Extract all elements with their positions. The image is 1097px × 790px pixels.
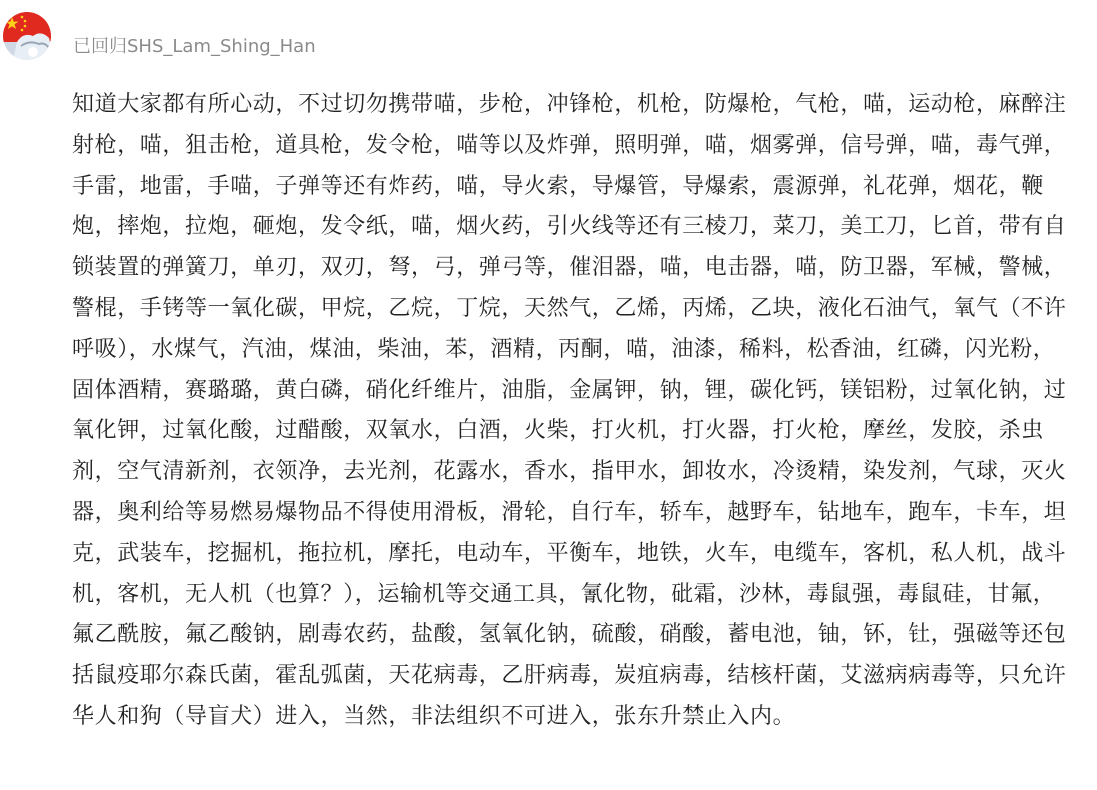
post-body-text: 知道大家都有所心动，不过切勿携带喵，步枪，冲锋枪，机枪，防爆枪，气枪，喵，运动枪，麻醉注射枪，喵，狙击枪，道具枪，发令枪，喵等以及炸弹，照明弹，喵，烟雾弹，信号弹，喵，毒气弹，手雷，地雷，手喵，子弹等还有炸药，喵，导火索，导爆管，导爆索，震源弹，礼花弹，烟花，鞭炮，摔炮，拉炮，砸炮，发令纸，喵，烟火药，引火线等还有三棱刀，菜刀，美工刀，匕首，带有自锁装置的弹簧刀，单刃，双刃，弩，弓，弹弓等，催泪器，喵，电击器，喵，防卫器，军械，警械，警棍，手铐等一氧化碳，甲烷，乙烷，丁烷，天然气，乙烯，丙烯，乙块，液化石油气，氧气（不许呼吸），水煤气，汽油，煤油，柴油，苯，酒精，丙酮，喵，油漆，稀料，松香油，红磷，闪光粉，固体酒精，赛璐璐，黄白磷，硝化纤维片，油脂，金属钾，钠，锂，碳化钙，镁铝粉，过氧化钠，过氧化钾，过氧化酸，过醋酸，双氧水，白酒，火柴，打火机，打火器，打火枪，摩丝，发胶，杀虫剂，空气清新剂，衣领净，去光剂，花露水，香水，指甲水，卸妆水，冷烫精，染发剂，气球，灭火器，奥利给等易燃易爆物品不得使用滑板，滑轮，自行车，轿车，越野车，钻地车，跑车，卡车，坦克，武装车，挖掘机，拖拉机，摩托，电动车，平衡车，地铁，火车，电缆车，客机，私人机，战斗机，客机，无人机（也算？），运输机等交通工具，氰化物，砒霜，沙林，毒鼠强，毒鼠硅，甘氟，氟乙酰胺，氟乙酸钠，剧毒农药，盐酸，氢氧化钠，硫酸，硝酸，蓄电池，铀，钚，钍，强磁等还包括鼠疫耶尔森氏菌，霍乱弧菌，天花病毒，乙肝病毒，炭疽病毒，结核杆菌，艾滋病病毒等，只允许华人和狗（导盲犬）进入，当然，非法组织不可进入，张东升禁止入内。 <box>72 92 1067 729</box>
username[interactable]: 已回归SHS_Lam_Shing_Han <box>73 36 316 57</box>
post-header <box>0 0 1097 80</box>
avatar[interactable] <box>3 12 51 60</box>
flag-avatar-icon <box>3 12 51 60</box>
